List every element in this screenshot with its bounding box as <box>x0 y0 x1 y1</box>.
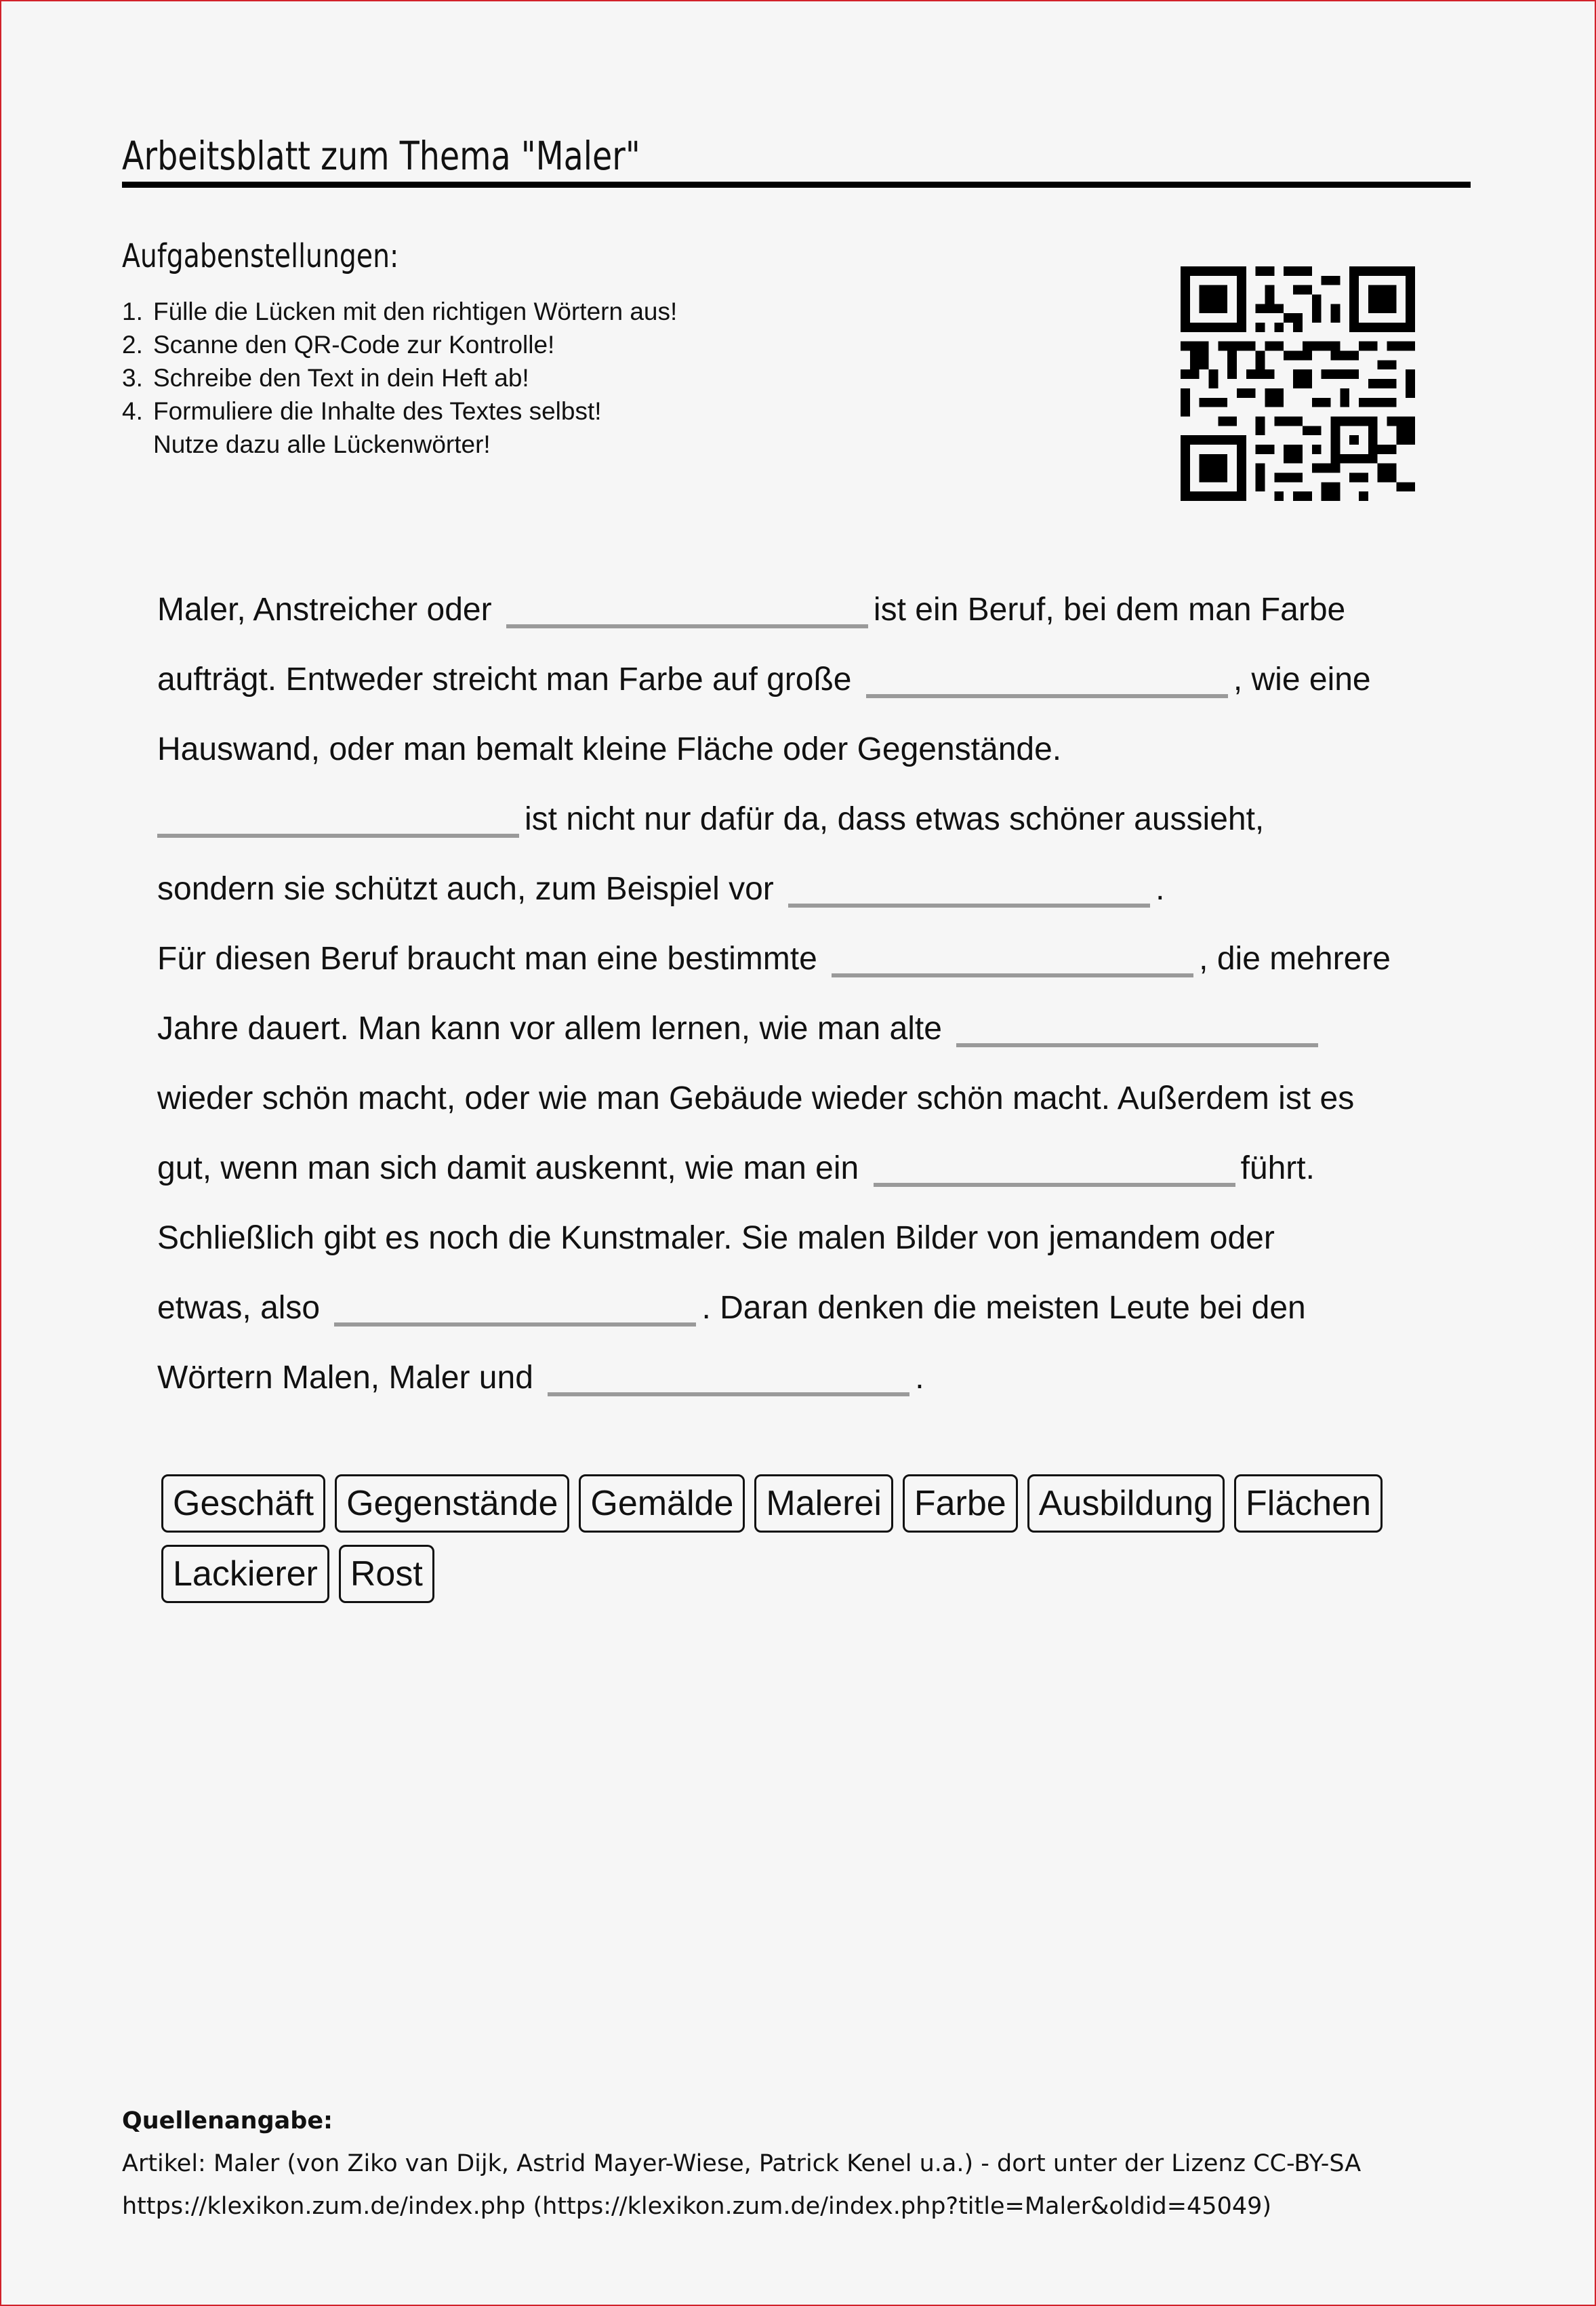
word-chip[interactable]: Malerei <box>754 1474 893 1533</box>
text-segment: Hauswand, oder man bemalt kleine Fläche oder Gegenstände. <box>157 731 1062 767</box>
text-line <box>157 714 1438 784</box>
source-link[interactable]: https://klexikon.zum.de/index.php (https://klexikon.zum.de/index.php?title=Maler&oldid=45049) <box>122 2193 1272 2220</box>
gap-text <box>157 575 1438 1413</box>
page-title: Arbeitsblatt zum Thema "Maler" <box>122 133 640 179</box>
title-underline <box>122 182 1471 188</box>
text-segment: wieder schön macht, oder wie man Gebäude wieder schön macht. Außerdem ist es <box>157 1080 1355 1116</box>
text-segment: ist ein Beruf, bei dem man Farbe <box>873 592 1346 628</box>
word-chip[interactable]: Rost <box>339 1545 434 1603</box>
blank-9[interactable] <box>548 1392 909 1396</box>
source-heading: Quellenangabe: <box>122 2107 333 2135</box>
word-chip[interactable]: Flächen <box>1234 1474 1383 1533</box>
task-text: Fülle die Lücken mit den richtigen Wörtern aus! <box>153 298 678 325</box>
text-line <box>157 575 1438 645</box>
task-item <box>122 328 677 361</box>
blank-5[interactable] <box>832 973 1193 977</box>
task-item <box>122 295 677 328</box>
text-segment: . <box>915 1360 924 1396</box>
task-text: Scanne den QR-Code zur Kontrolle! <box>153 331 555 359</box>
text-line <box>157 1064 1438 1133</box>
text-segment: etwas, also <box>157 1290 321 1326</box>
word-bank <box>161 1474 1449 1615</box>
text-segment: , wie eine <box>1233 662 1371 697</box>
task-number: 1. <box>122 298 143 325</box>
text-line <box>157 784 1438 854</box>
text-segment: gut, wenn man sich damit auskennt, wie man ein <box>157 1150 859 1186</box>
text-segment: Wörtern Malen, Maler und <box>157 1360 533 1396</box>
text-line <box>157 1203 1438 1273</box>
text-segment: sondern sie schützt auch, zum Beispiel vor <box>157 871 774 907</box>
text-segment: Für diesen Beruf braucht man eine bestimmte <box>157 941 817 977</box>
word-chip[interactable]: Farbe <box>903 1474 1018 1533</box>
task-continuation: Nutze dazu alle Lückenwörter! <box>153 430 491 458</box>
word-chip[interactable]: Lackierer <box>161 1545 329 1603</box>
text-line <box>157 1273 1438 1343</box>
task-number: 4. <box>122 397 143 425</box>
blank-4[interactable] <box>788 904 1150 908</box>
qr-code-icon <box>1181 263 1415 504</box>
text-segment: Maler, Anstreicher oder <box>157 592 492 628</box>
task-number: 2. <box>122 331 143 359</box>
blank-2[interactable] <box>866 694 1228 698</box>
text-segment: . <box>1155 871 1165 907</box>
text-line <box>157 1133 1438 1203</box>
text-segment: Jahre dauert. Man kann vor allem lernen, wie man alte <box>157 1011 942 1047</box>
task-text: Formuliere die Inhalte des Textes selbst! <box>153 397 602 425</box>
task-list <box>122 295 677 461</box>
blank-1[interactable] <box>506 624 868 628</box>
text-line <box>157 994 1438 1064</box>
tasks-heading: Aufgabenstellungen: <box>122 237 399 275</box>
source-section <box>122 2100 1361 2228</box>
text-segment: aufträgt. Entweder streicht man Farbe auf große <box>157 662 852 697</box>
task-number: 3. <box>122 364 143 392</box>
text-line <box>157 645 1438 714</box>
text-segment: führt. <box>1240 1150 1315 1186</box>
source-line: Artikel: Maler (von Ziko van Dijk, Astrid Mayer-Wiese, Patrick Kenel u.a.) - dort unter der Lizenz CC-BY-SA <box>122 2150 1362 2177</box>
text-segment: . Daran denken die meisten Leute bei den <box>701 1290 1306 1326</box>
blank-8[interactable] <box>334 1322 696 1327</box>
text-segment: ist nicht nur dafür da, dass etwas schöner aussieht, <box>525 801 1265 837</box>
blank-3[interactable] <box>157 834 519 838</box>
word-chip[interactable]: Geschäft <box>161 1474 325 1533</box>
task-item <box>122 361 677 395</box>
word-chip[interactable]: Ausbildung <box>1027 1474 1225 1533</box>
task-item <box>122 395 677 428</box>
text-line <box>157 1343 1438 1413</box>
blank-6[interactable] <box>956 1043 1318 1047</box>
blank-7[interactable] <box>874 1183 1235 1187</box>
task-text: Schreibe den Text in dein Heft ab! <box>153 364 529 392</box>
text-line <box>157 854 1438 924</box>
text-segment: Schließlich gibt es noch die Kunstmaler. Sie malen Bilder von jemandem oder <box>157 1220 1275 1256</box>
text-segment: , die mehrere <box>1199 941 1391 977</box>
word-chip[interactable]: Gemälde <box>579 1474 745 1533</box>
text-line <box>157 924 1438 994</box>
word-chip[interactable]: Gegenstände <box>335 1474 569 1533</box>
